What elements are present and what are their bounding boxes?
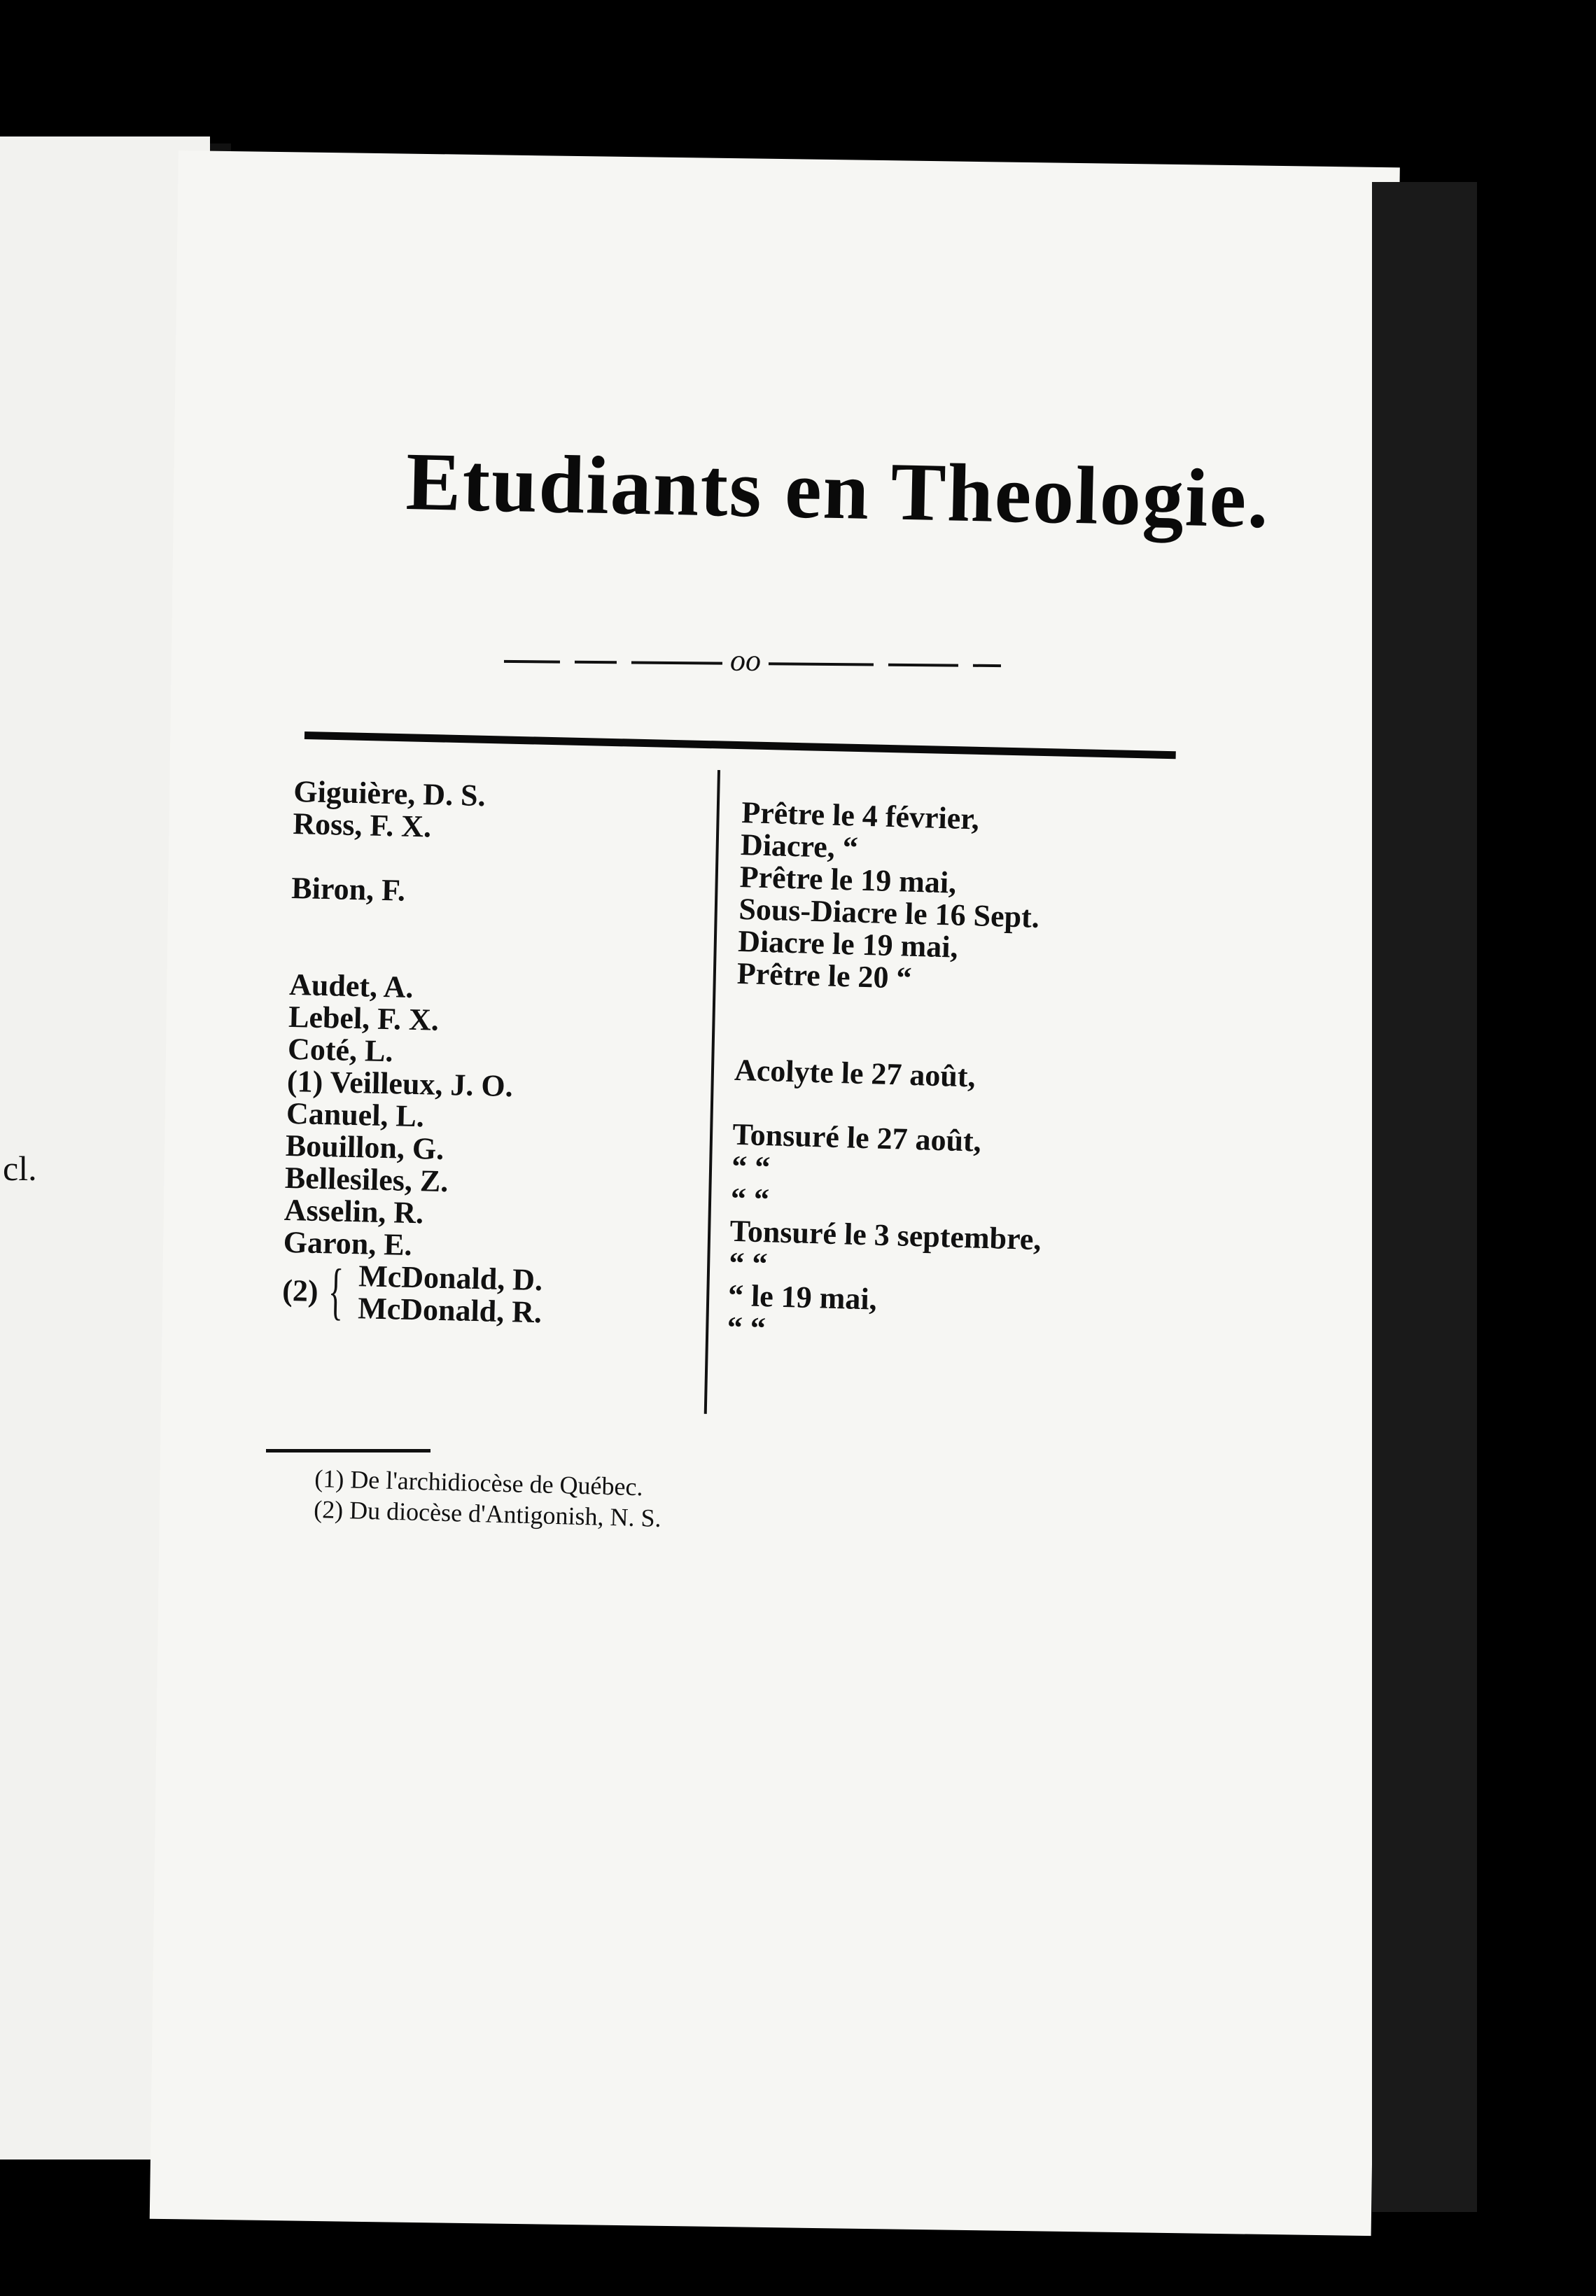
page-title: Etudiants en Theologie. bbox=[405, 435, 1271, 545]
ordination-note: “ “ bbox=[730, 1181, 770, 1217]
student-name: Biron, F. bbox=[290, 870, 406, 908]
ordination-note: Sous-Diacre le 16 Sept. bbox=[738, 891, 1040, 934]
ordination-note: Tonsuré le 27 août, bbox=[732, 1116, 982, 1158]
separator-dash bbox=[888, 664, 958, 667]
footnote: (2) Du diocèse d'Antigonish, N. S. bbox=[313, 1494, 662, 1532]
student-name: Ross, F. X. bbox=[292, 806, 432, 844]
separator-dash bbox=[631, 661, 722, 664]
ordination-note: Prêtre le 4 février, bbox=[741, 795, 980, 836]
ornamental-separator bbox=[504, 640, 1001, 680]
grouped-names bbox=[281, 1256, 543, 1330]
student-name bbox=[290, 904, 551, 942]
student-name: Canuel, L. bbox=[286, 1096, 425, 1134]
grouped-name-list bbox=[358, 1260, 543, 1329]
footnote-marker: (2) bbox=[281, 1273, 319, 1308]
ordination-note: “ “ bbox=[731, 1149, 771, 1185]
ordination-note: “ “ bbox=[727, 1310, 766, 1346]
student-name: Giguière, D. S. bbox=[293, 774, 486, 813]
ordination-note: “ le 19 mai, bbox=[727, 1278, 878, 1317]
ordination-note: Tonsuré le 3 septembre, bbox=[729, 1213, 1042, 1257]
ordination-note: Prêtre le 19 mai, bbox=[739, 859, 957, 900]
footnote: (1) De l'archidiocèse de Québec. bbox=[314, 1464, 644, 1502]
separator-mark: oo bbox=[729, 643, 762, 678]
separator-dash bbox=[973, 664, 1001, 667]
ordination-note: “ “ bbox=[728, 1245, 769, 1282]
student-name: Garon, E. bbox=[283, 1224, 413, 1262]
ordination-note: Prêtre le 20 “ bbox=[736, 955, 913, 995]
ordination-notes-column bbox=[727, 797, 1054, 1352]
separator-dash bbox=[504, 660, 560, 664]
right-page-edge bbox=[1372, 182, 1477, 2212]
student-name: (1) Veilleux, J. O. bbox=[286, 1063, 514, 1104]
student-name: Bellesiles, Z. bbox=[284, 1160, 449, 1199]
left-page-text: cl. bbox=[3, 1149, 37, 1188]
brace-symbol: { bbox=[328, 1256, 345, 1326]
footnote-rule bbox=[266, 1449, 430, 1452]
student-name: Bouillon, G. bbox=[285, 1128, 444, 1166]
student-name: Asselin, R. bbox=[284, 1192, 424, 1231]
ordination-note: Diacre le 19 mai, bbox=[737, 923, 959, 965]
separator-dash bbox=[769, 662, 874, 666]
student-name: Audet, A. bbox=[288, 967, 414, 1004]
footnotes bbox=[314, 1463, 663, 1534]
names-column bbox=[281, 776, 554, 1329]
student-name: Coté, L. bbox=[287, 1031, 393, 1069]
student-name: McDonald, D. bbox=[358, 1259, 543, 1298]
ordination-note: Diacre, “ bbox=[740, 827, 859, 865]
separator-dash bbox=[575, 661, 617, 664]
student-name: McDonald, R. bbox=[357, 1291, 542, 1330]
student-name: Lebel, F. X. bbox=[288, 999, 440, 1037]
ordination-note: Acolyte le 27 août, bbox=[734, 1052, 976, 1094]
